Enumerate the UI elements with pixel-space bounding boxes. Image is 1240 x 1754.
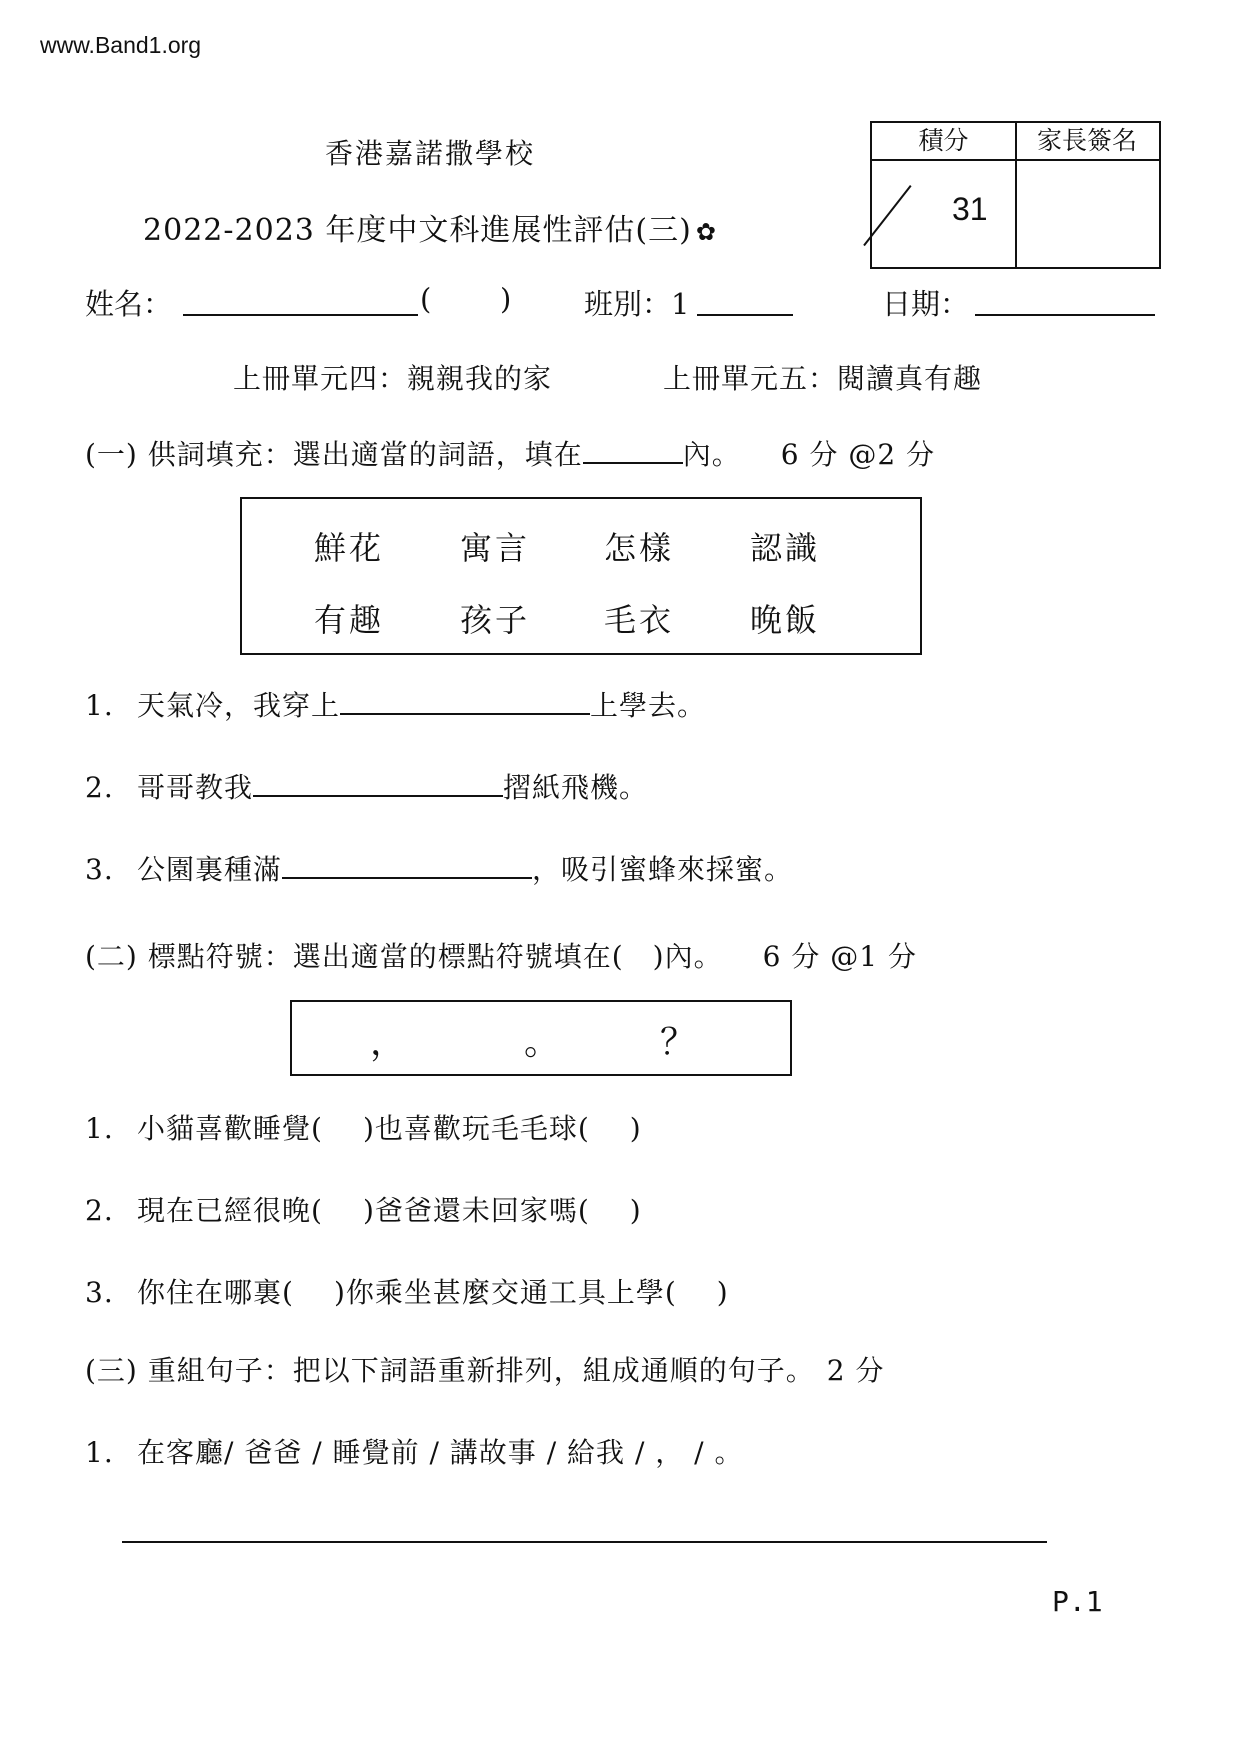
reorder-question-1 (85, 1431, 744, 1471)
answer-blank[interactable] (282, 853, 532, 879)
section-two-marks: 6 分 @1 分 (762, 940, 917, 973)
question-text: ) (629, 1112, 642, 1145)
question-text: )你乘坐甚麼交通工具上學( (333, 1276, 677, 1309)
section-one-title-blank (583, 440, 683, 464)
score-label: 積分 (872, 123, 1017, 161)
flower-icon: ✿ (695, 218, 717, 246)
punct-question-1 (85, 1107, 642, 1147)
fill-question-2 (85, 766, 648, 806)
question-text-after: ，吸引蜜蜂來採蜜。 (532, 853, 794, 886)
section-three-title (85, 1349, 884, 1389)
class-label: 班別：1 (584, 287, 690, 321)
fill-question-1 (85, 684, 706, 724)
question-text: ) (629, 1194, 642, 1227)
word-bank-item: 鮮花 (314, 529, 385, 567)
score-box (870, 121, 1161, 269)
name-blank[interactable] (183, 314, 418, 316)
answer-line[interactable] (122, 1541, 1047, 1543)
page-number: P.1 (1052, 1585, 1103, 1618)
question-number: 1. (85, 1436, 114, 1469)
question-text: )爸爸還未回家嗎( (362, 1194, 590, 1227)
exam-title-text: 2022-2023 年度中文科進展性評估(三) (143, 213, 692, 248)
word-bank-item: 認識 (750, 529, 821, 567)
question-number: 2. (85, 1194, 114, 1227)
punctuation-box (290, 1000, 792, 1076)
question-text: 現在已經很晚( (137, 1194, 323, 1227)
question-text-before: 哥哥教我 (137, 771, 254, 804)
section-one-marks: 6 分 @2 分 (780, 438, 936, 471)
question-mark-symbol: ？ (660, 1022, 697, 1063)
class-blank[interactable] (697, 314, 793, 316)
question-text-before: 公園裏種滿 (137, 853, 283, 886)
question-text: )也喜歡玩毛毛球( (362, 1112, 590, 1145)
answer-blank[interactable] (253, 771, 503, 797)
word-bank-item: 毛衣 (604, 601, 675, 639)
question-number: 2. (85, 771, 114, 804)
watermark-url[interactable]: www.Band1.org (40, 32, 202, 58)
punct-question-2 (85, 1189, 642, 1229)
section-one-title (85, 433, 935, 473)
word-bank-item: 寓言 (460, 529, 531, 567)
question-text: 小貓喜歡睡覺( (137, 1112, 323, 1145)
section-three-title-text: (三) 重組句子：把以下詞語重新排列，組成通順的句子。 (85, 1354, 815, 1387)
score-box-divider (1015, 159, 1017, 267)
section-one-title-b: 內。 (682, 438, 741, 471)
score-total: 31 (952, 191, 988, 227)
question-text-before: 天氣冷，我穿上 (137, 689, 341, 722)
word-bank-item: 有趣 (314, 601, 385, 639)
class-number-paren-close: ) (500, 282, 512, 316)
answer-blank[interactable] (340, 689, 590, 715)
question-text: 在客廳/ 爸爸 / 睡覺前 / 講故事 / 給我 / ， / 。 (137, 1436, 744, 1469)
word-bank-item: 怎樣 (604, 529, 675, 567)
word-bank-item: 孩子 (460, 601, 531, 639)
question-text: ) (716, 1276, 729, 1309)
name-label: 姓名： (85, 287, 173, 321)
fill-question-3 (85, 848, 793, 888)
question-number: 3. (85, 853, 114, 886)
date-blank[interactable] (975, 314, 1155, 316)
exam-title (0, 205, 860, 249)
punct-question-3 (85, 1271, 729, 1311)
score-slash (863, 185, 911, 246)
parent-signature-label: 家長簽名 (1015, 123, 1159, 161)
class-number-paren-open: ( (420, 282, 432, 316)
unit-four-title: 上冊單元四：親親我的家 (233, 362, 553, 395)
section-two-title-text: (二) 標點符號：選出適當的標點符號填在( )內。 (85, 940, 723, 973)
question-number: 3. (85, 1276, 114, 1309)
question-text: 你住在哪裏( (137, 1276, 294, 1309)
school-name: 香港嘉諾撒學校 (324, 137, 535, 170)
question-number: 1. (85, 1112, 114, 1145)
word-bank-box (240, 497, 922, 655)
word-bank-item: 晚飯 (750, 601, 821, 639)
date-label: 日期： (882, 287, 970, 321)
section-two-title (85, 935, 917, 975)
question-text-after: 摺紙飛機。 (503, 771, 649, 804)
period-symbol: 。 (524, 1022, 561, 1063)
comma-symbol: ， (370, 1022, 407, 1063)
question-text-after: 上學去。 (590, 689, 707, 722)
question-number: 1. (85, 689, 114, 722)
section-three-marks: 2 分 (826, 1354, 885, 1387)
unit-five-title: 上冊單元五：閱讀真有趣 (663, 362, 983, 395)
section-one-title-a: (一) 供詞填充：選出適當的詞語，填在 (85, 438, 583, 471)
